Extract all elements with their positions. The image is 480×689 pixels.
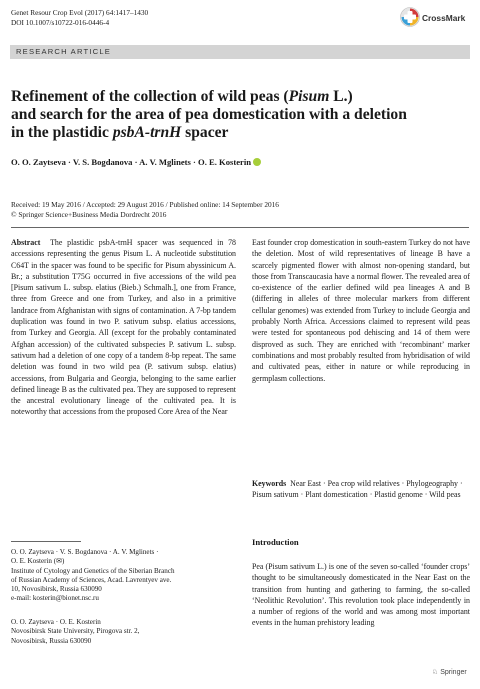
- header-divider: [11, 227, 469, 228]
- crossmark-icon: [400, 7, 420, 27]
- keywords-heading: Keywords: [252, 479, 287, 488]
- orcid-icon[interactable]: [253, 158, 261, 166]
- springer-horse-icon: ♘: [432, 669, 439, 676]
- journal-line: Genet Resour Crop Evol (2017) 64:1417–1430: [11, 8, 149, 17]
- crossmark-badge[interactable]: [400, 7, 472, 29]
- crossmark-label: CrossMark: [422, 13, 466, 23]
- introduction-heading: Introduction: [252, 537, 299, 547]
- author-list: [11, 157, 261, 167]
- abstract-left-column: [11, 237, 236, 418]
- abstract-text-right: East founder crop domestication in south-eastern Turkey do not have the deletion. Most of wild representatives of lineage B have a scarcely pigmented flower with almost non-opening standard, but those from Transcaucasia have a normal flower. The revealed area of co-existence of the earlier defined wild pea lineages A and B (differing in alleles of three molecular markers from different cellular genomes) was extended from Turkey to include Georgia and probably North Africa. Accessions claimed to represent wild peas were tested for spontaneous pod dehiscing and 14 of them were disproved as such. They are enriched with ‘recombinant’ marker combinations and most probably resulted from hybridisation of wild and cultivated peas, either in nature or while reproducing in germplasm collections.: [252, 238, 470, 383]
- keywords-text: Near East · Pea crop wild relatives · Phylogeography · Pisum sativum · Plant domestication · Plastid genome · Wild peas: [252, 479, 463, 500]
- doi-line[interactable]: DOI 10.1007/s10722-016-0446-4: [11, 17, 110, 27]
- publisher-logo: ♘ Springer: [432, 669, 467, 676]
- affiliation-1: O. O. Zaytseva · V. S. Bogdanova · A. V. Mglinets · O. E. Kosterin (✉) Institute of Cytology and Genetics of the Siberian Branch of Russian Academy of Sciences, Acad. Lavrentyev ave. 10, Novosibirsk, Russia 630090 e-mail: kosterin@bionet.nsc.ru: [11, 548, 236, 604]
- publication-dates: [11, 200, 279, 219]
- introduction-text: Pea (Pisum sativum L.) is one of the seven so-called ‘founder crops’ thought to be simultaneously domesticated in the Near East on the transition from hunting and gathering to farming, the so-called ‘Neolithic Revolution’. This revolution took place independently in a number of regions of the world and was among most important events in the human prehistory leading: [252, 562, 470, 628]
- affiliation-2: O. O. Zaytseva · O. E. Kosterin Novosibirsk State University, Pirogova str. 2, Novosibirsk, Russia 630090: [11, 618, 140, 645]
- footnote-divider: [11, 541, 81, 542]
- author-email[interactable]: e-mail: kosterin@bionet.nsc.ru: [11, 594, 99, 603]
- abstract-heading: Abstract: [11, 238, 41, 247]
- received-accepted-line: Received: 19 May 2016 / Accepted: 29 August 2016 / Published online: 14 September 2016: [11, 200, 279, 209]
- abstract-text-left: The plastidic psbA-trnH spacer was sequenced in 78 accessions representing the genus Pisum L. A nucleotide substitution C64T in the spacer was found to be specific for Pisum abyssinicum A. Br.; a substitution T75G occurred in five accessions of the wild pea [Pisum sativum L. subsp. elatius (Bieb.) Schmalh.], one from France, three from Greece and one from Turkey, and also in a primitive landrace from Afghanistan with signs of contamination. A 7-bp tandem duplication was found in two P. sativum subsp. elatius accessions, from Turkey and Georgia. All (except for the probably contaminated Afghan accession) of the cultivated subspecies P. sativum L. subsp. sativum had a deletion of one copy of a tandem 8-bp repeat. The same deletion was found in two wild pea (P. sativum subsp. elatius) accessions, from Bulgaria and Georgia, belonging to the same earlier defined lineage B as the cultivated pea. They are supposed to represent the ancestral evolutionary lineage of the cultivated pea. It is noteworthy that accessions from the proposed Core Area of the Near: [11, 238, 236, 417]
- article-type-label: RESEARCH ARTICLE: [16, 46, 112, 56]
- article-title: Refinement of the collection of wild peas (Pisum L.) and search for the area of pea domestication with a deletion in the plastidic psbA-trnH spacer: [11, 88, 407, 141]
- copyright-line: © Springer Science+Business Media Dordrecht 2016: [11, 209, 167, 219]
- journal-reference: [11, 8, 148, 27]
- article-type-bar: [10, 45, 470, 59]
- authors-text: O. O. Zaytseva · V. S. Bogdanova · A. V. Mglinets · O. E. Kosterin: [11, 157, 252, 167]
- keywords-block: [252, 478, 470, 501]
- abstract-right-column: [252, 237, 470, 384]
